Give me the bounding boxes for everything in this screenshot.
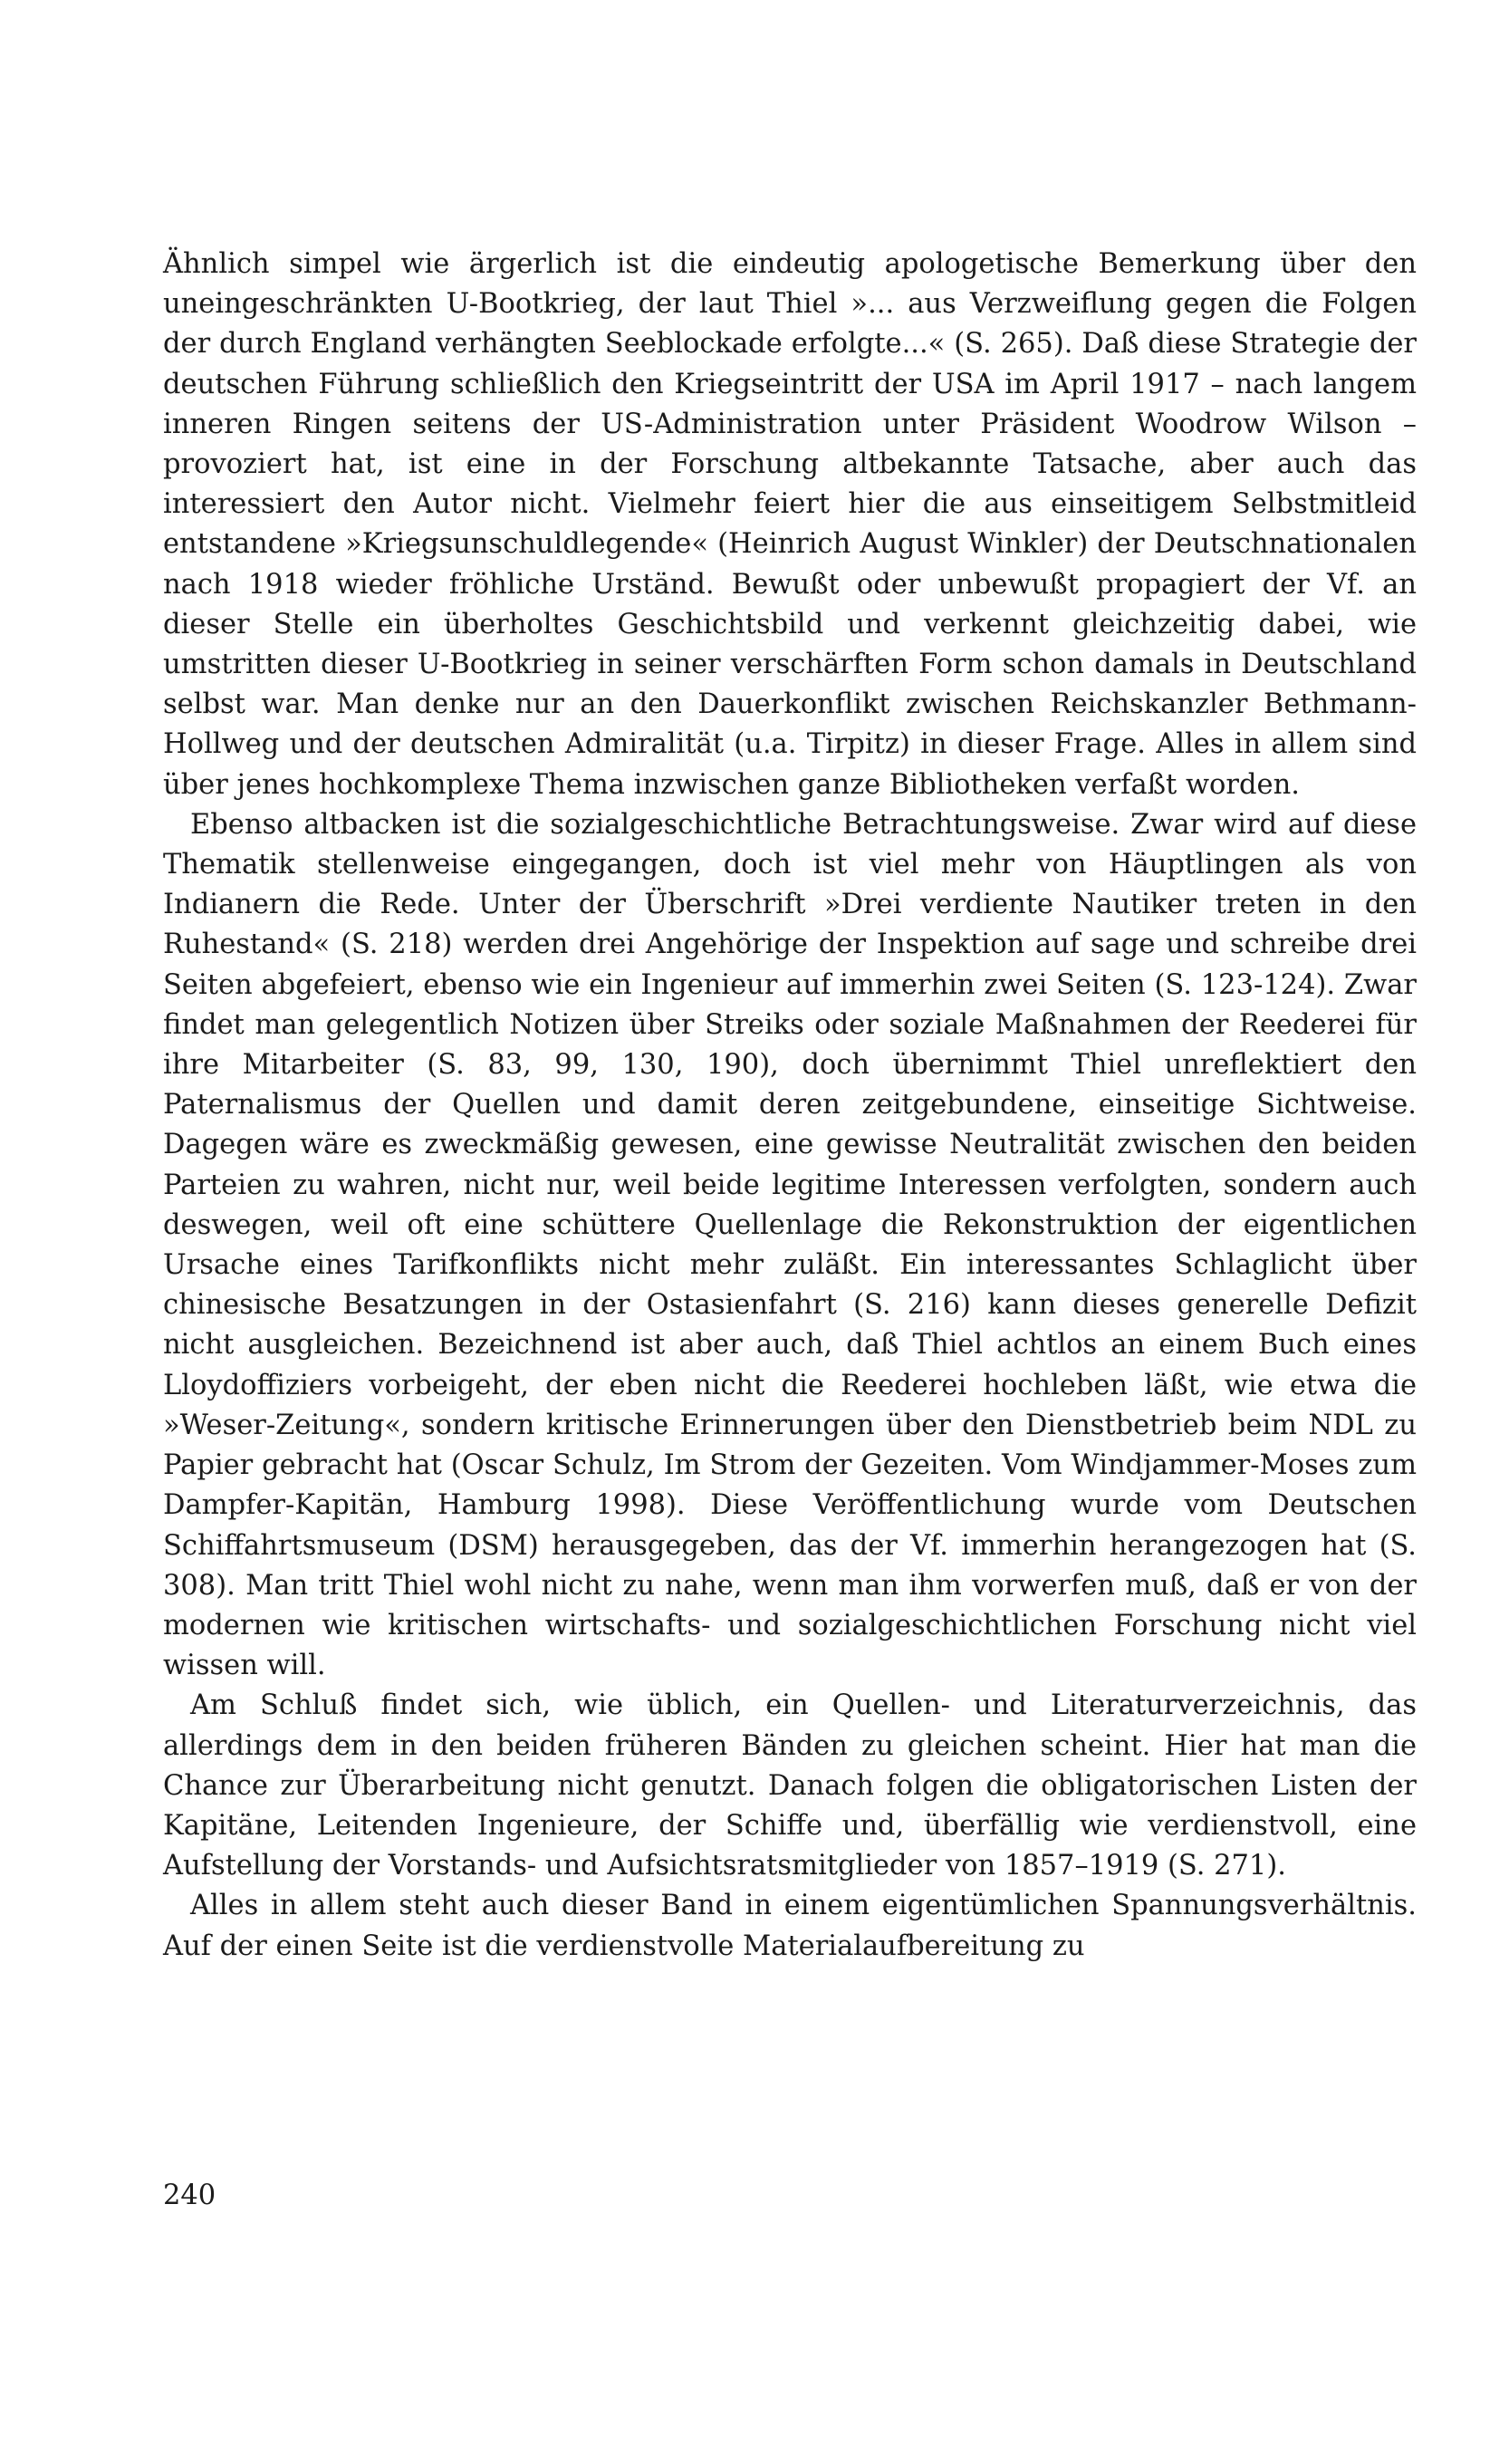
paragraph-2: Ebenso altbacken ist die sozialgeschichtliche Betrachtungsweise. Zwar wird auf diese Thematik stellenweise eingegangen, doch ist viel mehr von Häuptlingen als von Indianern die Rede. Unter der Überschrift »Drei verdiente Nautiker treten in den Ruhestand« (S. 218) werden drei Angehörige der Inspektion auf sage und schreibe drei Seiten abgefeiert, ebenso wie ein Ingenieur auf immerhin zwei Seiten (S. 123-124). Zwar findet man gelegentlich Notizen über Streiks oder soziale Maßnahmen der Reederei für ihre Mitarbeiter (S. 83, 99, 130, 190), doch übernimmt Thiel unreflektiert den Paternalismus der Quellen und damit deren zeitgebundene, einseitige Sichtweise. Dagegen wäre es zweckmäßig gewesen, eine gewisse Neutralität zwischen den beiden Parteien zu wahren, nicht nur, weil beide legitime Interessen verfolgten, sondern auch deswegen, weil oft eine schüttere Quellenlage die Rekonstruktion der eigentlichen Ursache eines Tarifkonflikts nicht mehr zuläßt. Ein interessantes Schlaglicht über chinesische Besatzungen in der Ostasienfahrt (S. 216) kann dieses generelle Defizit nicht ausgleichen. Bezeichnend ist aber auch, daß Thiel achtlos an einem Buch eines Lloydoffiziers vorbeigeht, der eben nicht die Reederei hochleben läßt, wie etwa die »Weser-Zeitung«, sondern kritische Erinnerungen über den Dienstbetrieb beim NDL zu Papier gebracht hat (Oscar Schulz, Im Strom der Gezeiten. Vom Windjammer-Moses zum Dampfer-Kapitän, Hamburg 1998). Diese Veröffentlichung wurde vom Deutschen Schiffahrtsmuseum (DSM) herausgegeben, das der Vf. immerhin herangezogen hat (S. 308). Man tritt Thiel wohl nicht zu nahe, wenn man ihm vorwerfen muß, daß er von der modernen wie kritischen wirtschafts- und sozialgeschichtlichen Forschung nicht viel wissen will.	[163, 808, 1417, 1682]
page-number: 240	[163, 2180, 216, 2211]
paragraph-3: Am Schluß findet sich, wie üblich, ein Quellen- und Literaturverzeichnis, das allerdings dem in den beiden früheren Bänden zu gleichen scheint. Hier hat man die Chance zur Überarbeitung nicht genutzt. Danach folgen die obligatorischen Listen der Kapitäne, Leitenden Ingenieure, der Schiffe und, überfällig wie verdienstvoll, eine Aufstellung der Vorstands- und Aufsichtsratsmitglieder von 1857–1919 (S. 271).	[163, 1689, 1417, 1882]
paragraph-1: Ähnlich simpel wie ärgerlich ist die eindeutig apologetische Bemerkung über den uneingeschränkten U-Bootkrieg, der laut Thiel »... aus Verzweiflung gegen die Folgen der durch England verhängten Seeblockade erfolgte...« (S. 265). Daß diese Strategie der deutschen Führung schließlich den Kriegseintritt der USA im April 1917 – nach langem inneren Ringen seitens der US-Administration unter Präsident Woodrow Wilson – provoziert hat, ist eine in der Forschung altbekannte Tatsache, aber auch das interessiert den Autor nicht. Vielmehr feiert hier die aus einseitigem Selbstmitleid entstandene »Kriegsunschuldlegende« (Heinrich August Winkler) der Deutschnationalen nach 1918 wieder fröhliche Urständ. Bewußt oder unbewußt propagiert der Vf. an dieser Stelle ein überholtes Geschichtsbild und verkennt gleichzeitig dabei, wie umstritten dieser U-Bootkrieg in seiner verschärften Form schon damals in Deutschland selbst war. Man denke nur an den Dauerkonflikt zwischen Reichskanzler Bethmann-Hollweg und der deutschen Admiralität (u.a. Tirpitz) in dieser Frage. Alles in allem sind über jenes hochkomplexe Thema inzwischen ganze Bibliotheken verfaßt worden.	[163, 248, 1417, 801]
paragraph-4: Alles in allem steht auch dieser Band in einem eigentümlichen Spannungsverhältnis. Auf der einen Seite ist die verdienstvolle Materialaufbereitung zu	[163, 1890, 1417, 1962]
body-text	[163, 245, 1417, 1967]
